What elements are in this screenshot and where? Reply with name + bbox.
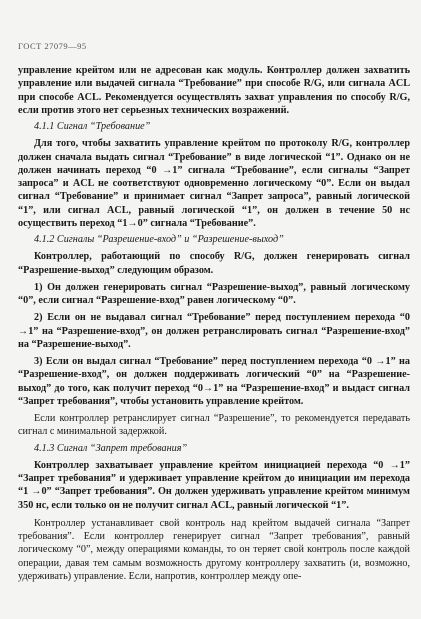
document-body [18,64,410,583]
paragraph: Для того, чтобы захватить управление крейтом по протоколу R/G, контроллер должен сначала выдать сигнал “Требование” в виде логической “1”. Однако он не должен начинать переход “0 →1” сигнала “Требование”, если сигналы “Запрет запроса” и ACL не соответствуют одновременно логическому “0”. Если он выдал сигнал “Требование” и принимает сигнал “Запрет запроса”, равный логической “1”, или сигнал ACL, равный логической “1”, он должен в течение 50 нс осуществить переход “1→0” сигнала “Требование”. [18,138,410,229]
section-heading: 4.1.3 Сигнал “Запрет требования” [34,442,188,454]
paragraph: Контроллер устанавливает свой контроль над крейтом выдачей сигнала “Запрет требования”. Если контроллер генерирует сигнал “Запрет требования”, равный логическому “0”, между операциями команды, то он теряет свой контроль после каждой операции, давая тем самым возможность другому контроллеру захватить (и, возможно, удерживать) управление. Если, напротив, контроллер между опе- [18,517,410,582]
paragraph: 2) Если он не выдавал сигнал “Требование” перед поступлением перехода “0 →1” на “Разрешение-вход”, он должен ретранслировать сигнал “Разрешение-вход” на “Разрешение-выход”. [18,312,410,350]
paragraph: Если контроллер ретранслирует сигнал “Разрешение”, то рекомендуется передавать сигнал с минимальной задержкой. [18,413,410,438]
paragraph: 1) Он должен генерировать сигнал “Разрешение-выход”, равный логическому “0”, если сигнал “Разрешение-вход” равен логическому “0”. [18,281,410,306]
paragraph: Контроллер, работающий по способу R/G, должен генерировать сигнал “Разрешение-выход” следующим образом. [18,251,410,276]
paragraph: управление крейтом или не адресован как модуль. Контроллер должен захватить управление или выдачей сигнала “Требование” при способе R/G, или сигнала ACL при способе ACL. Рекомендуется осуществлять захват управления по способу R/G, если против этого нет серьезных технических возражений. [18,65,410,116]
paragraph: 3) Если он выдал сигнал “Требование” перед поступлением перехода “0 →1” на “Разрешение-вход”, он должен поддерживать логический “0” на “Разрешение-выход” до того, как получит переход “0→1” на “Разрешение-вход” и выдаст сигнал “Запрет требования”, чтобы установить управление крейтом. [18,356,410,407]
section-heading: 4.1.1 Сигнал “Требование” [34,121,151,132]
section-heading: 4.1.2 Сигналы “Разрешение-вход” и “Разрешение-выход” [34,234,284,245]
paragraph: Контроллер захватывает управление крейтом инициацией перехода “0 →1” “Запрет требования” и удерживает управление крейтом до инициации им перехода “1 →0” “Запрет требования”. Он должен удерживать управление крейтом минимум 350 нс, если только он не получит сигнал ACL, равный логической “1”. [18,459,410,511]
page-header: ГОСТ 27079—95 [18,41,87,51]
